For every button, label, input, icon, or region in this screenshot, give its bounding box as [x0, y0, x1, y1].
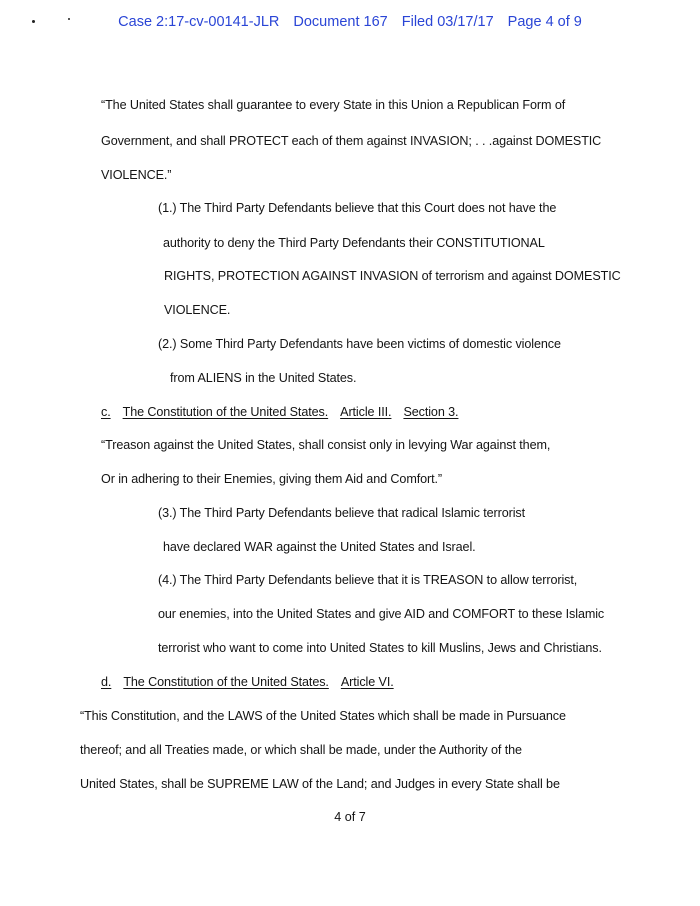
section-heading-c — [101, 404, 470, 420]
quote-line: VIOLENCE.” — [101, 168, 172, 182]
quote-line: United States, shall be SUPREME LAW of the Land; and Judges in every State shall be — [80, 777, 560, 791]
case-number: Case 2:17-cv-00141-JLR — [118, 14, 280, 30]
numbered-item-line: have declared WAR against the United States and Israel. — [163, 540, 476, 554]
filed-date: Filed 03/17/17 — [401, 14, 494, 30]
numbered-item-line: (2.) Some Third Party Defendants have been victims of domestic violence — [158, 337, 561, 351]
numbered-item-line: (1.) The Third Party Defendants believe that this Court does not have the — [158, 201, 557, 215]
page-indicator: Page 4 of 9 — [507, 14, 582, 30]
heading-prefix: c. — [101, 405, 111, 419]
quote-line: Or in adhering to their Enemies, giving them Aid and Comfort.” — [101, 472, 442, 486]
numbered-item-line: from ALIENS in the United States. — [170, 371, 357, 385]
numbered-item-line: (4.) The Third Party Defendants believe that it is TREASON to allow terrorist, — [158, 573, 578, 587]
heading-article: Article III. — [340, 405, 392, 419]
quote-line: “This Constitution, and the LAWS of the United States which shall be made in Pursuance — [80, 709, 566, 723]
numbered-item-line: terrorist who want to come into United States to kill Muslins, Jews and Christians. — [158, 641, 602, 655]
numbered-item-line: authority to deny the Third Party Defendants their CONSTITUTIONAL — [163, 236, 545, 250]
heading-title: The Constitution of the United States. — [123, 675, 329, 689]
quote-line: “The United States shall guarantee to every State in this Union a Republican Form of — [101, 98, 566, 112]
heading-prefix: d. — [101, 675, 112, 689]
heading-section: Section 3. — [403, 405, 459, 419]
quote-line: “Treason against the United States, shall consist only in levying War against them, — [101, 438, 551, 452]
document-number: Document 167 — [293, 14, 388, 30]
heading-title: The Constitution of the United States. — [122, 405, 329, 419]
numbered-item-line: RIGHTS, PROTECTION AGAINST INVASION of terrorism and against DOMESTIC — [164, 269, 621, 283]
numbered-item-line: our enemies, into the United States and give AID and COMFORT to these Islamic — [158, 607, 605, 621]
court-filing-header — [0, 14, 700, 30]
numbered-item-line: (3.) The Third Party Defendants believe that radical Islamic terrorist — [158, 506, 526, 520]
section-heading-d — [101, 674, 394, 690]
quote-line: thereof; and all Treaties made, or which shall be made, under the Authority of the — [80, 743, 522, 757]
page-number-footer: 4 of 7 — [334, 810, 366, 824]
heading-article: Article VI. — [340, 675, 394, 689]
numbered-item-line: VIOLENCE. — [164, 303, 231, 317]
quote-line: Government, and shall PROTECT each of them against INVASION; . . .against DOMESTIC — [101, 134, 602, 148]
